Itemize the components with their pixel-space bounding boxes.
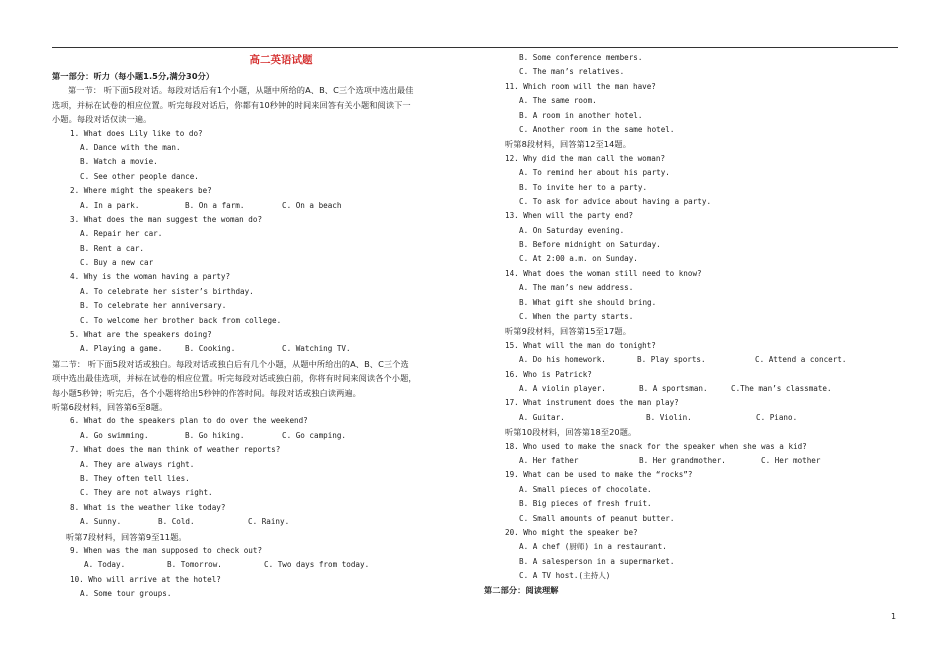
- option-6c: C. Go camping.: [282, 430, 347, 440]
- option-5b: B. Cooking.: [185, 344, 236, 354]
- option-16b: B. A sportsman.: [639, 383, 708, 393]
- options-2: [52, 199, 470, 213]
- option-20b: B. A salesperson in a supermarket.: [519, 556, 675, 566]
- option-2c: C. On a beach: [282, 200, 342, 210]
- option-18b: B. Her grandmother.: [639, 455, 726, 465]
- option-15a: A. Do his homework.: [519, 355, 606, 365]
- option-13a: A. On Saturday evening.: [519, 225, 625, 235]
- header-rule: [52, 47, 898, 48]
- option-11b: B. A room in another hotel.: [519, 110, 643, 120]
- option-4c: C. To welcome her brother back from college.: [80, 315, 282, 325]
- option-9b: B. Tomorrow.: [167, 560, 222, 570]
- option-7a: A. They are always right.: [80, 459, 195, 469]
- question-15: 15. What will the man do tonight?: [505, 340, 656, 350]
- option-16a: A. A violin player.: [519, 383, 606, 393]
- option-19a: A. Small pieces of chocolate.: [519, 484, 652, 494]
- option-17c: C. Piano.: [756, 412, 798, 422]
- option-19c: C. Small amounts of peanut butter.: [519, 513, 675, 523]
- material-8-note: 听第8段材料，回答第12至14题。: [505, 139, 631, 150]
- option-14a: A. The man’s new address.: [519, 283, 634, 293]
- section1-intro-line: 第一节： 听下面5段对话。每段对话后有1个小题，从题中所给的A、B、C三个选项中选出最佳: [68, 85, 414, 96]
- option-4b: B. To celebrate her anniversary.: [80, 301, 227, 311]
- question-5: 5. What are the speakers doing?: [70, 330, 212, 340]
- question-8: 8. What is the weather like today?: [70, 502, 226, 512]
- option-19b: B. Big pieces of fresh fruit.: [519, 499, 652, 509]
- options-5: [52, 342, 470, 356]
- option-10b: B. Some conference members.: [519, 53, 643, 62]
- options-8: [52, 515, 470, 529]
- question-1: 1. What does Lily like to do?: [70, 128, 203, 138]
- option-1b: B. Watch a movie.: [80, 157, 158, 167]
- options-15: [484, 353, 896, 367]
- option-3a: A. Repair her car.: [80, 229, 163, 239]
- options-9: [52, 558, 470, 572]
- option-12a: A. To remind her about his party.: [519, 168, 670, 178]
- option-9a: A. Today.: [84, 560, 126, 570]
- option-15b: B. Play sports.: [637, 355, 706, 365]
- options-6: [52, 429, 470, 443]
- option-14c: C. When the party starts.: [519, 312, 634, 322]
- option-11c: C. Another room in the same hotel.: [519, 124, 675, 134]
- option-7c: C. They are not always right.: [80, 488, 213, 498]
- option-10c: C. The man’s relatives.: [519, 67, 625, 77]
- section2-intro-line: 每小题5秒钟；听完后，各个小题将给出5秒钟的作答时间。每段对话或独白读两遍。: [52, 387, 361, 398]
- page-title: 高二英语试题: [249, 54, 313, 66]
- option-3b: B. Rent a car.: [80, 243, 145, 253]
- question-4: 4. Why is the woman having a party?: [70, 272, 231, 282]
- question-14: 14. What does the woman still need to know?: [505, 268, 702, 278]
- option-13b: B. Before midnight on Saturday.: [519, 240, 661, 250]
- material-6-note: 听第6段材料，回答第6至8题。: [52, 401, 168, 412]
- question-3: 3. What does the man suggest the woman do?: [70, 214, 263, 224]
- option-6b: B. Go hiking.: [185, 430, 245, 440]
- question-2: 2. Where might the speakers be?: [70, 186, 212, 196]
- option-5c: C. Watching TV.: [282, 344, 351, 354]
- options-17: [484, 411, 896, 425]
- material-9-note: 听第9段材料，回答第15至17题。: [505, 326, 631, 337]
- option-3c: C. Buy a new car: [80, 258, 154, 268]
- option-1a: A. Dance with the man.: [80, 142, 181, 152]
- question-9: 9. When was the man supposed to check out?: [70, 545, 263, 555]
- option-6a: A. Go swimming.: [80, 430, 149, 440]
- option-13c: C. At 2:00 a.m. on Sunday.: [519, 254, 638, 264]
- option-15c: C. Attend a concert.: [755, 355, 847, 365]
- option-18c: C. Her mother: [761, 455, 821, 465]
- option-1c: C. See other people dance.: [80, 171, 199, 181]
- option-18a: A. Her father: [519, 455, 579, 465]
- page-number: 1: [891, 612, 897, 621]
- option-8a: A. Sunny.: [80, 517, 122, 527]
- option-11a: A. The same room.: [519, 96, 597, 106]
- options-18: [484, 454, 896, 468]
- option-17a: A. Guitar.: [519, 412, 565, 422]
- section2-intro-line: 项中选出最佳选项，并标在试卷的相应位置。听完每段对话或独白前，你将有时间来阅读各个小题，: [52, 373, 417, 384]
- option-10a: A. Some tour groups.: [80, 589, 172, 599]
- option-20a: A. A chef (厨师) in a restaurant.: [519, 542, 667, 552]
- section2-intro-line: 第二节： 听下面5段对话或独白。每段对话或独白后有几个小题，从题中所给出的A、B、C三个选: [52, 358, 409, 369]
- material-10-note: 听第10段材料，回答第18至20题。: [505, 427, 637, 438]
- section1-intro-line: 选项，并标在试卷的相应位置。听完每段对话后，你都有10秒钟的时间来回答有关小题和阅读下一: [52, 99, 411, 110]
- question-18: 18. Who used to make the snack for the speaker when she was a kid?: [505, 441, 807, 451]
- question-20: 20. Who might the speaker be?: [505, 527, 638, 537]
- option-7b: B. They often tell lies.: [80, 473, 190, 483]
- option-12c: C. To ask for advice about having a party.: [519, 196, 712, 206]
- option-8c: C. Rainy.: [248, 517, 290, 527]
- option-4a: A. To celebrate her sister’s birthday.: [80, 286, 254, 296]
- option-2a: A. In a park.: [80, 200, 140, 210]
- options-16: [484, 382, 896, 396]
- material-7-note: 听第7段材料，回答第9至11题。: [66, 531, 187, 542]
- option-14b: B. What gift she should bring.: [519, 297, 657, 307]
- question-19: 19. What can be used to make the “rocks”?: [505, 470, 693, 480]
- part1-heading: 第一部分：听力（每小题1.5分,满分30分）: [52, 71, 215, 81]
- right-column: [484, 51, 896, 598]
- option-5a: A. Playing a game.: [80, 344, 163, 354]
- part2-heading: 第二部分：阅读理解: [484, 585, 559, 596]
- option-2b: B. On a farm.: [185, 200, 245, 210]
- question-10: 10. Who will arrive at the hotel?: [70, 574, 221, 584]
- question-16: 16. Who is Patrick?: [505, 369, 592, 379]
- option-16c: C.The man’s classmate.: [731, 383, 832, 393]
- question-7: 7. What does the man think of weather reports?: [70, 445, 281, 455]
- option-17b: B. Violin.: [646, 412, 692, 422]
- question-12: 12. Why did the man call the woman?: [505, 153, 666, 163]
- left-column: [52, 51, 470, 601]
- option-8b: B. Cold.: [158, 517, 195, 527]
- section1-intro-line: 小题。每段对话仅读一遍。: [52, 114, 152, 125]
- question-11: 11. Which room will the man have?: [505, 81, 656, 91]
- option-12b: B. To invite her to a party.: [519, 182, 648, 192]
- question-17: 17. What instrument does the man play?: [505, 398, 679, 408]
- question-6: 6. What do the speakers plan to do over the weekend?: [70, 416, 308, 426]
- option-20c: C. A TV host.(主持人): [519, 571, 611, 581]
- question-13: 13. When will the party end?: [505, 211, 634, 221]
- option-9c: C. Two days from today.: [264, 560, 370, 570]
